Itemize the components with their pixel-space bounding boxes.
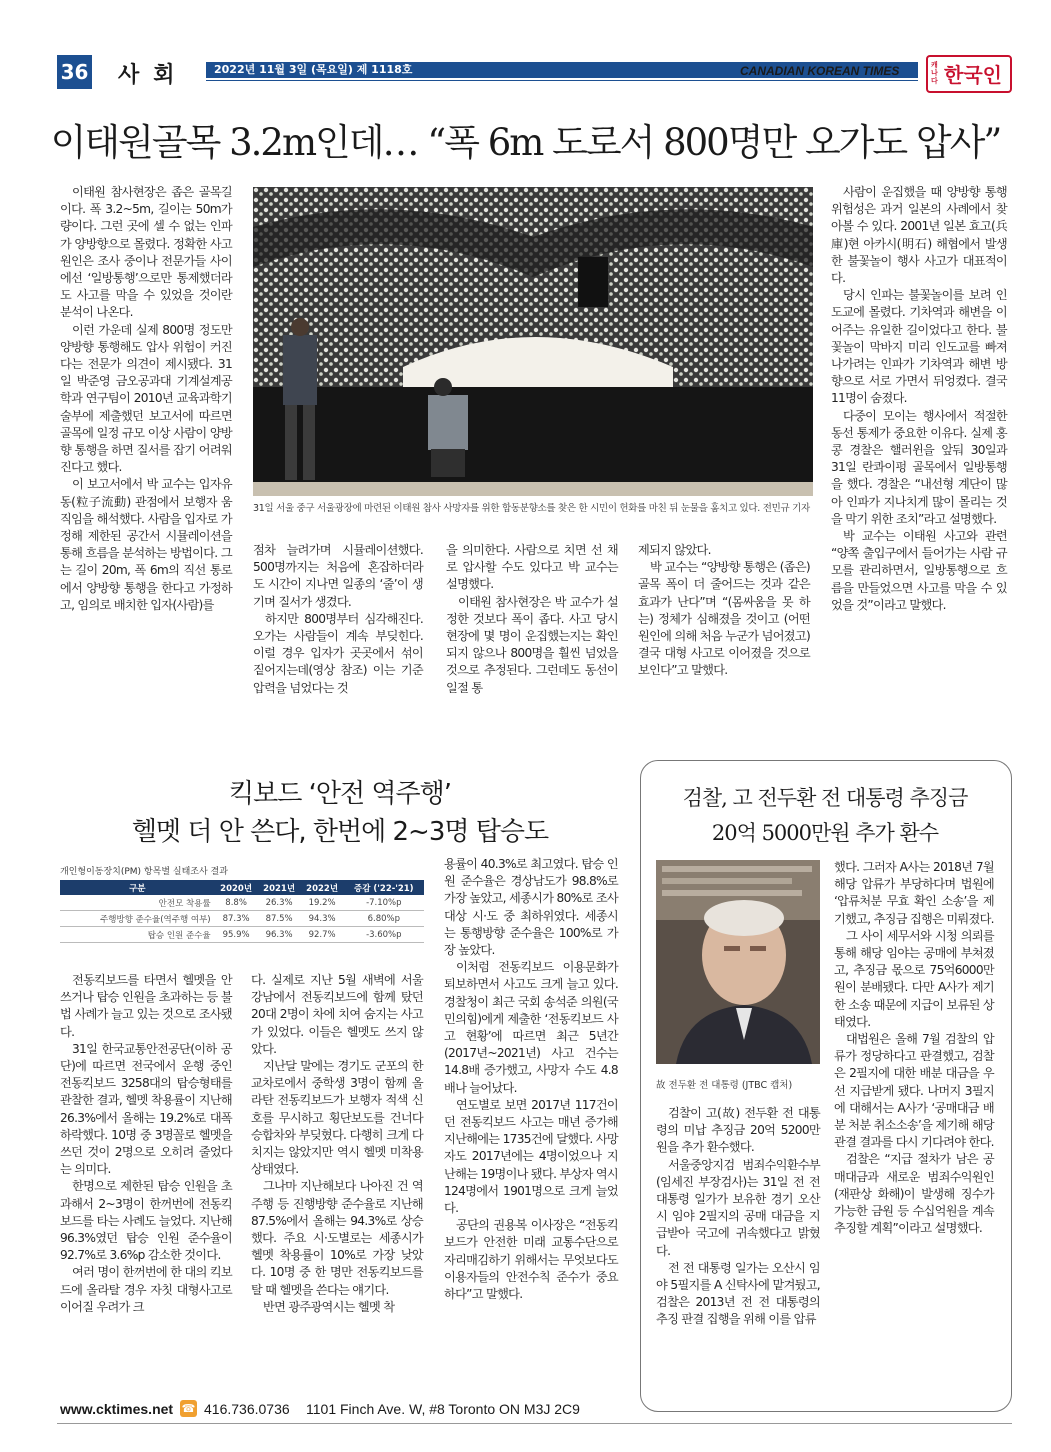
- story3-column-left: [656, 1105, 820, 1329]
- story2-column-2: [251, 972, 423, 1316]
- paragraph: 이런 가운데 실제 800명 정도만 양방향 통행해도 압사 위험이 커진다는 전문가 의견이 제시됐다. 31일 박준영 금오공과대 기계설계공학과 연구팀이 2010년 교육과학기술부에 제출했던 보고서에 따르면 골목에 일정 규모 이상 사람이 양방향 통행을 하면 질서를 잡기 어려워진다고 했다.: [60, 322, 232, 475]
- table-row: [60, 895, 424, 911]
- paragraph: 사람이 운집했을 때 양방향 통행 위험성은 과거 일본의 사례에서 찾아볼 수 있다. 2001년 일본 효고(兵庫)현 아카시(明石) 해협에서 발생한 불꽃놀이 행사 사고가 대표적이다.: [831, 185, 1007, 286]
- main-headline: 이태원골목 3.2m인데… “폭 6m 도로서 800명만 오가도 압사”: [50, 121, 1001, 164]
- table-header: 2022년: [301, 880, 344, 895]
- portrait-photo: [656, 860, 820, 1064]
- paragraph: 이 보고서에서 박 교수는 입자유동(粒子流動) 관점에서 보행자 움직임을 해석했다. 사람을 입자로 가정해 제한된 공간서 시뮬레이션을 통해 흐름을 분석하는 방법이다. 그는 길이 20m, 폭 6m의 직선 통로에서 양방향 통행을 한다고 가정하고, 임의로 배치한 입자(사람)를: [60, 477, 232, 612]
- paragraph: 하지만 800명부터 심각해진다. 오가는 사람들이 계속 부딪힌다. 이럴 경우 입자가 곳곳에서 섞이 짙어지는데(영상 참조) 이는 기준 압력을 넘었다는 것: [253, 611, 423, 695]
- paragraph: 용률이 40.3%로 최고였다. 탑승 인원 준수율은 경상남도가 98.8%로 가장 높았고, 세종시가 80%로 조사 대상 시·도 중 최하위였다. 세종시는 통행방향 준수율은 100%로 가장 높았다.: [444, 857, 618, 958]
- paragraph: 다. 실제로 지난 5월 새벽에 서울 강남에서 전동킥보드에 함께 탔던 20대 2명이 차에 치여 숨지는 사고가 있었다. 이들은 헬멧도 쓰지 않았다.: [251, 973, 423, 1056]
- table-row: [60, 911, 424, 927]
- paragraph: 전 전 대통령 일가는 오산시 임야 5필지를 A 신탁사에 맡겨뒀고, 검찰은 2013년 전 전 대통령의 추징 판결 집행을 위해 이를 압류: [656, 1260, 820, 1327]
- footer-rule: [57, 1423, 1012, 1424]
- table-cell: 주행방향 준수율(역주행 여부): [60, 911, 215, 927]
- paragraph: 박 교수는 “양방향 통행은 (좁은) 골목 폭이 더 줄어드는 것과 같은 효과가 난다”며 “(몸싸움을 못 하는) 정체가 심해졌을 것이고 (어떤 원인에 의해 처음 누군가 넘어졌고) 결국 대형 사고로 이어졌을 것으로 보인다”고 말했다.: [638, 560, 810, 678]
- table-cell: 95.9%: [215, 927, 258, 943]
- table-cell: 26.3%: [258, 895, 301, 911]
- table-header: 증감 ('22-'21): [344, 880, 424, 895]
- story3-headline-line2: 20억 5000만원 추가 환수: [711, 821, 939, 845]
- story3-headline-line1: 검찰, 고 전두환 전 대통령 추징금: [682, 786, 968, 810]
- footer-address: 1101 Finch Ave. W, #8 Toronto ON M3J 2C9: [306, 1401, 580, 1417]
- paragraph: 공단의 권용복 이사장은 “전동킥보드가 안전한 미래 교통수단으로 자리매김하기 위해서는 무엇보다도 이용자들의 안전수칙 준수가 중요하다”고 말했다.: [444, 1218, 618, 1302]
- paragraph: 이태원 참사현장은 박 교수가 설정한 것보다 폭이 좁다. 사고 당시 현장에 몇 명이 운집했는지는 확인되지 않으나 800명을 훨씬 넘었을 것으로 추정된다. 그런데도 동선이 일절 통: [446, 594, 618, 695]
- table-header: 2021년: [258, 880, 301, 895]
- story1-column-1: [60, 184, 232, 614]
- portrait-caption: 故 전두환 전 대통령 (JTBC 캡처): [656, 1080, 793, 1091]
- paragraph: 여러 명이 한꺼번에 한 대의 킥보드에 올라탈 경우 자칫 대형사고로 이어질 우려가 크: [60, 1265, 232, 1314]
- paragraph: 지난달 말에는 경기도 군포의 한 교차로에서 중학생 3명이 함께 올라탄 전동킥보드가 보행자 적색 신호를 무시하고 횡단보도를 건너다 승합차와 부딪혔다. 다행히 크게 다치지는 않았지만 역시 헬멧 미착용 상태였다.: [251, 1059, 423, 1177]
- paragraph: 그 사이 세무서와 시청 의뢰를 통해 해당 임야는 공매에 부쳐졌고, 추징금 몫으로 75억6000만원이 분배됐다. 다만 A사가 제기한 소송 때문에 지급이 보류된 상태였다.: [834, 928, 994, 1029]
- logo-text: 한국인: [944, 63, 1002, 87]
- memorial-photo: [253, 187, 813, 496]
- table-cell: 87.3%: [215, 911, 258, 927]
- story2-column-1: [60, 972, 232, 1316]
- publication-name: CANADIAN KOREAN TIMES: [740, 64, 900, 78]
- portrait-image: [656, 860, 820, 1064]
- table-cell: 8.8%: [215, 895, 258, 911]
- paragraph: 연도별로 보면 2017년 117건이던 전동킥보드 사고는 매년 증가해 지난해에는 1735건에 달했다. 사망자도 2017년에는 4명이었으나 지난해는 19명이나 됐다. 부상자 역시 124명에서 1901명으로 크게 늘었다.: [444, 1097, 618, 1216]
- table-cell: 안전모 착용률: [60, 895, 215, 911]
- table-cell: 87.5%: [258, 911, 301, 927]
- paragraph: 을 의미한다. 사람으로 치면 선 채로 압사할 수도 있다고 박 교수는 설명했다.: [446, 543, 618, 592]
- paragraph: 전동킥보드를 타면서 헬멧을 안 쓰거나 탑승 인원을 초과하는 등 불법 사례가 늘고 있는 것으로 조사됐다.: [60, 973, 232, 1039]
- table-title: 개인형이동장치(PM) 항목별 실태조사 결과: [60, 867, 228, 877]
- story1-column-5: [831, 184, 1007, 614]
- table-cell: 92.7%: [301, 927, 344, 943]
- footer-website: www.cktimes.net: [60, 1401, 174, 1417]
- paragraph: 한명으로 제한된 탑승 인원을 초과해서 2~3명이 한꺼번에 전동킥보드를 타는 사례도 늘었다. 지난해 96.3%였던 탑승 인원 준수율이 92.7%로 3.6%p 감소한 것이다.: [60, 1179, 232, 1263]
- footer-phone: 416.736.0736: [204, 1401, 290, 1417]
- paragraph: 반면 광주광역시는 헬멧 착: [263, 1299, 395, 1314]
- issue-date: 2022년 11월 3일 (목요일) 제 1118호: [214, 63, 413, 76]
- story1-column-3: [446, 542, 618, 697]
- logo-small-text: 캐나다: [931, 61, 938, 85]
- story2-headline-line2: 헬멧 더 안 쓴다, 한번에 2~3명 탑승도: [131, 817, 549, 847]
- photo-caption: 31일 서울 중구 서울광장에 마련된 이태원 참사 사망자를 위한 합동분향소를 찾은 한 시민이 헌화를 마친 뒤 눈물을 훔치고 있다. 전민규 기자: [253, 503, 810, 514]
- phone-icon: ☎: [181, 1402, 196, 1415]
- paragraph: 31일 한국교통안전공단(이하 공단)에 따르면 전국에서 운행 중인 전동킥보드 3258대의 탑승형태를 관찰한 결과, 헬멧 착용률이 지난해 26.3%에서 올해는 19.2%로 대폭 하락했다. 10명 중 3명꼴로 헬멧을 쓰던 것이 2명으로 오히려 줄었다는 의미다.: [60, 1041, 232, 1177]
- table-cell: -7.10%p: [344, 895, 424, 911]
- paragraph: 이태원 참사현장은 좁은 골목길이다. 폭 3.2~5m, 길이는 50m가량이다. 그런 곳에 셀 수 없는 인파가 양방향으로 몰렸다. 정확한 사고원인은 조사 중이나 전문가들 사이에선 ‘일방통행’으로만 통제했더라도 사고를 막을 수 있었을 것이란 분석이 나온다.: [60, 185, 232, 320]
- paragraph: 박 교수는 이태원 사고와 관련 “양쪽 출입구에서 들어가는 사람 규모를 관리하면서, 일방통행으로 흐름을 만들었으면 사고를 막을 수 있었을 것”이라고 말했다.: [831, 529, 1007, 612]
- paragraph: 했다. 그러자 A사는 2018년 7월 해당 압류가 부당하다며 법원에 ‘압류처분 무효 확인 소송’을 제기했고, 추징금 집행은 미뤄졌다.: [834, 860, 994, 926]
- table-cell: 6.80%p: [344, 911, 424, 927]
- paragraph: 당시 인파는 불꽃놀이를 보려 인도교에 몰렸다. 기차역과 해변을 이어주는 유일한 길이었다고 한다. 불꽃놀이 막바지 미리 인도교를 빠져나가려는 인파가 기차역과 해변 방향으로 서로 가면서 뒤엉켰다. 결국 11명이 숨졌다.: [831, 288, 1007, 406]
- header-rule: [206, 80, 918, 81]
- story3-column-right: [834, 859, 994, 1237]
- story1-column-4: [638, 542, 810, 680]
- table-cell: -3.60%p: [344, 927, 424, 943]
- paragraph: 검찰은 “지급 절차가 남은 공매대금과 새로운 범죄수익원인(재판상 화해)이 발생해 징수가 가능한 금원 등 수십억원을 계속 추징할 계획”이라고 설명했다.: [834, 1152, 994, 1236]
- memorial-altar-image: [253, 187, 813, 496]
- paragraph: 제되지 않았다.: [638, 543, 711, 557]
- table-header: 2020년: [215, 880, 258, 895]
- page-number: 36: [57, 55, 92, 89]
- table-cell: 탑승 인원 준수율: [60, 927, 215, 943]
- table-cell: 94.3%: [301, 911, 344, 927]
- newspaper-logo: [926, 55, 1012, 93]
- story1-column-2: [253, 542, 423, 697]
- paragraph: 서울중앙지검 범죄수익환수부(임세진 부장검사)는 31일 전 전 대통령 일가가 보유한 경기 오산시 임야 2필지의 공매 대금을 지급받아 국고에 귀속했다고 밝혔다.: [656, 1157, 820, 1258]
- paragraph: 검찰이 고(故) 전두환 전 대통령의 미납 추징금 20억 5200만원을 추가 환수했다.: [656, 1106, 820, 1155]
- story2-headline-line1: 킥보드 ‘안전 역주행’: [229, 779, 451, 809]
- paragraph: 그나마 지난해보다 나아진 건 역주행 등 진행방향 준수율로 지난해 87.5%에서 올해는 94.3%로 상승했다. 주요 시·도별로는 세종시가 헬멧 착용률이 10%로 가장 낮았다. 10명 중 한 명만 전동킥보드를 탈 때 헬멧을 쓴다는 얘기다.: [251, 1179, 423, 1297]
- pm-survey-table: [60, 880, 424, 943]
- paragraph: 다중이 모이는 행사에서 적절한 동선 통제가 중요한 이유다. 실제 홍콩 경찰은 핼러윈을 앞둬 30일과 31일 란콰이펑 골목에서 일방통행을 했다. 경찰은 “내선형 계단이 많아 인파가 지나치게 많이 몰리는 것을 막기 위한 조치”라고 설명했다.: [831, 408, 1007, 526]
- paragraph: 대법원은 올해 7월 검찰의 압류가 정당하다고 판결했고, 검찰은 2필지에 대한 배분 대금을 우선 지급받게 됐다. 나머지 3필지에 대해서는 A사가 ‘공매대금 배분 처분 취소소송’을 제기해 해당 관결 결과를 다시 기다려야 한다.: [834, 1032, 994, 1150]
- table-header: 구분: [60, 880, 215, 895]
- table-header-row: [60, 880, 424, 895]
- table-cell: 19.2%: [301, 895, 344, 911]
- paragraph: 이처럼 전동킥보드 이용문화가 퇴보하면서 사고도 크게 늘고 있다. 경찰청이 최근 국회 송석준 의원(국민의힘)에게 제출한 ‘전동킥보드 사고 현황’에 따르면 최근 5년간(2017년~2021년) 사고 건수는 14.8배 증가했고, 사망자 수도 4.8배나 늘어났다.: [444, 960, 618, 1095]
- section-title: 사회: [118, 63, 189, 88]
- table-row: [60, 927, 424, 943]
- story2-column-3: [444, 856, 618, 1303]
- paragraph: 점차 늘려가며 시뮬레이션했다. 500명까지는 처음에 혼잡하더라도 시간이 지나면 일종의 ‘줄’이 생기며 질서가 생겼다.: [253, 543, 423, 609]
- table-cell: 96.3%: [258, 927, 301, 943]
